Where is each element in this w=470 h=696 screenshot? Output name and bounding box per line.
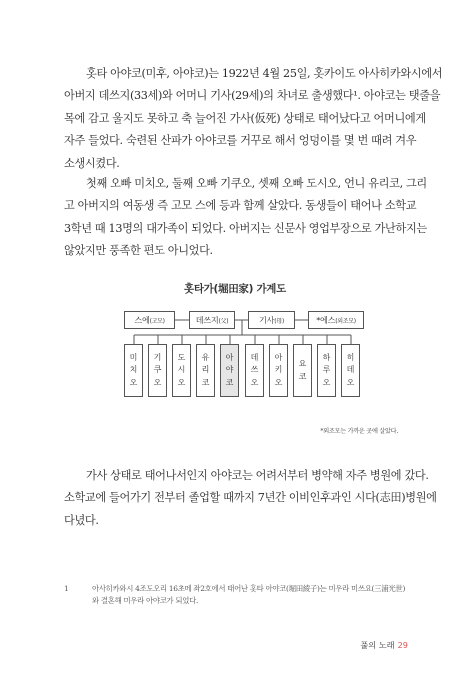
- tree-child-char: 키: [274, 365, 283, 375]
- paragraph-2-line: 고 아버지의 여동생 즉 고모 스에 등과 함께 살았다. 동생들이 태어나 소학교: [64, 199, 417, 213]
- tree-child-char: 오: [129, 377, 138, 387]
- tree-child-char: 도: [177, 352, 186, 362]
- page-footer: [360, 640, 408, 651]
- tree-child-char: 루: [322, 365, 331, 375]
- tree-child-char: 코: [298, 371, 307, 381]
- tree-child-char: 시: [177, 365, 186, 375]
- paragraph-2-line: 3학년 때 13명의 대가족이 되었다. 아버지는 신문사 영업부장으로 가난하지는: [64, 221, 427, 235]
- paragraph-3: [64, 465, 437, 532]
- tree-child-char: 아: [274, 352, 283, 362]
- paragraph-3-line: 가사 상태로 태어나서인지 아야코는 어려서부터 병약해 자주 병원에 갔다.: [86, 469, 429, 482]
- tree-child-char: 미: [129, 352, 138, 362]
- paragraph-1-line: 자주 들었다. 숙련된 산파가 아야코를 거꾸로 해서 엉덩이를 몇 번 때려 겨우: [64, 134, 417, 148]
- tree-child-akio: [269, 344, 288, 397]
- tree-child-kikuo: [148, 344, 167, 397]
- tree-child-ayako-highlighted: [220, 344, 239, 397]
- paragraph-2-line: 첫째 오빠 미치오, 둘째 오빠 기쿠오, 셋째 오빠 도시오, 언니 유리코, 그리: [86, 177, 427, 190]
- tree-node-esu-name: *에스: [316, 314, 336, 325]
- tree-node-tetsuji: [189, 311, 235, 329]
- tree-child-char: 하: [322, 352, 331, 362]
- tree-child-char: 히: [346, 352, 355, 362]
- paragraph-1-line: 홋타 아야코(미후, 아야코)는 1922년 4월 25일, 홋카이도 아사히카와시에서: [86, 67, 443, 80]
- tree-node-sue-name: 스에: [134, 314, 150, 325]
- tree-child-tetsuo: [245, 344, 264, 397]
- tree-child-char: 쓰: [250, 365, 259, 375]
- tree-child-char: 오: [250, 377, 259, 387]
- tree-node-kisa: [248, 311, 295, 329]
- paragraph-3-line: 소학교에 들어가기 전부터 졸업할 때까지 7년간 이비인후과인 시다(志田)병원에: [64, 491, 437, 505]
- tree-child-char: 리: [201, 365, 210, 375]
- tree-node-sue-relation: (고모): [149, 317, 165, 325]
- running-title: 풀의 노래: [360, 640, 395, 650]
- tree-child-char: 유: [201, 352, 210, 362]
- tree-node-kisa-relation: (母): [274, 317, 284, 325]
- tree-child-char: 오: [346, 377, 355, 387]
- footnote-number: 1: [64, 584, 69, 593]
- tree-child-char: 오: [322, 377, 331, 387]
- tree-child-toshio: [172, 344, 191, 397]
- tree-child-char: 기: [153, 352, 162, 362]
- tree-child-hideo: [341, 344, 360, 397]
- tree-node-esu-relation: (외조모): [335, 317, 356, 325]
- tree-child-char: 오: [153, 377, 162, 387]
- tree-child-michio: [124, 344, 143, 397]
- tree-child-char: 오: [177, 377, 186, 387]
- paragraph-1-line: 소생시켰다.: [64, 156, 120, 170]
- paragraph-1-line: 목에 감고 울지도 못하고 축 늘어진 가사(仮死) 상태로 태어났다고 어머니에게: [64, 111, 426, 125]
- tree-node-kisa-name: 기사: [258, 314, 275, 325]
- tree-child-char: 요: [298, 359, 307, 368]
- family-tree-title: 홋타가(堀田家) 가계도: [183, 283, 286, 295]
- tree-child-char: 야: [225, 365, 234, 375]
- tree-child-char: 아: [225, 352, 234, 362]
- tree-child-char: 치: [129, 365, 138, 375]
- tree-child-char: 쿠: [153, 365, 162, 375]
- paragraph-2-line: 않았지만 풍족한 편도 아니었다.: [64, 244, 213, 258]
- paragraph-1-line: 아버지 데쓰지(33세)와 어머니 기사(29세)의 차녀로 출생했다¹. 아야코는 탯줄을: [64, 89, 441, 103]
- tree-node-esu: [308, 311, 364, 329]
- tree-node-sue: [124, 311, 175, 329]
- footnote-text: 아사히카와시 4조도오리 16초메 좌2호에서 태어난 홋타 아야코(堀田綾子)는 미우라 미쓰요(三浦光世)와 결혼해 미우라 아야코가 되었다.: [92, 584, 406, 605]
- family-tree-note: *외조모는 가까운 곳에 살았다.: [320, 428, 398, 435]
- tree-node-tetsuji-name: 데쓰지: [195, 314, 219, 325]
- tree-child-char: 데: [346, 365, 355, 375]
- tree-child-yuriko: [196, 344, 215, 397]
- tree-child-char: 오: [274, 377, 283, 387]
- tree-child-char: 코: [225, 377, 234, 387]
- tree-child-haruo: [317, 344, 336, 397]
- paragraph-3-line: 다녔다.: [64, 513, 99, 527]
- page-number: 29: [397, 640, 408, 650]
- tree-child-char: 코: [201, 377, 210, 387]
- tree-child-yoko: [293, 344, 312, 397]
- tree-child-char: 데: [250, 352, 259, 362]
- tree-node-tetsuji-relation: (父): [218, 317, 229, 325]
